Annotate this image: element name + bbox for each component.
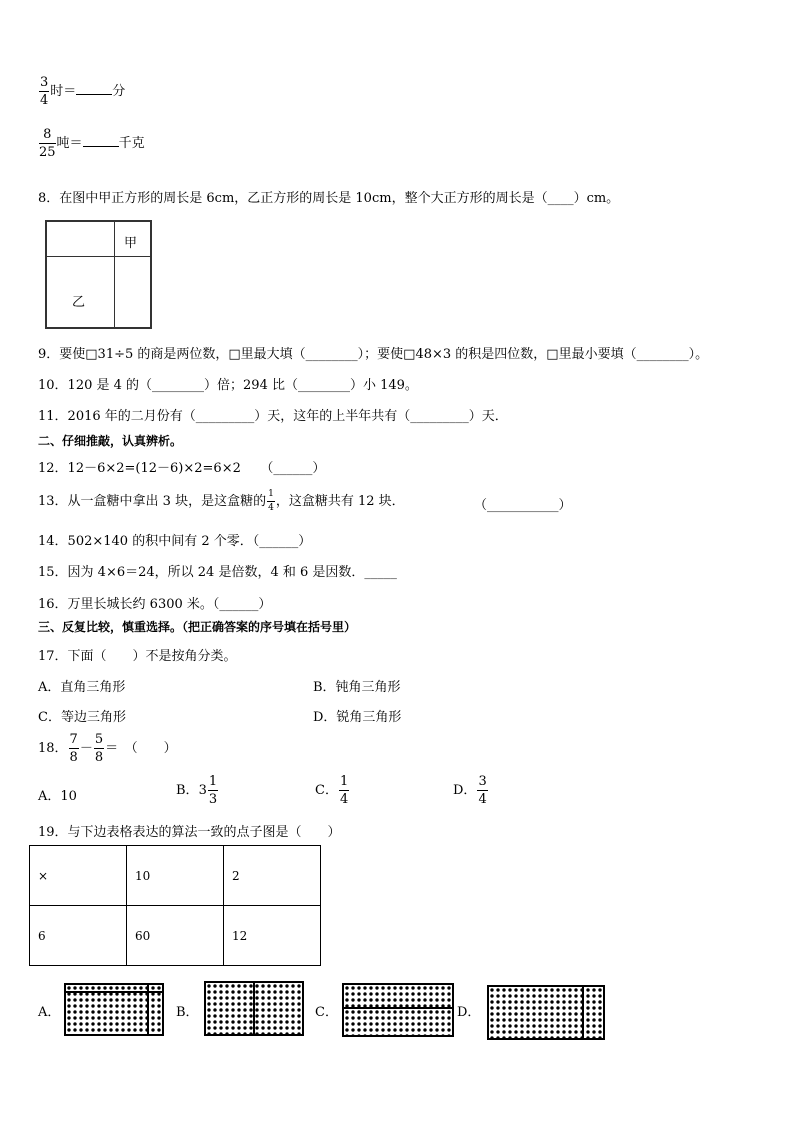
- table-cell: 2: [224, 846, 321, 906]
- table-row: [30, 906, 321, 966]
- divider-line: [253, 983, 255, 1034]
- q17-option-d[interactable]: D．锐角三角形: [313, 710, 402, 725]
- question-16: 16．万里长城长约 6300 米。（______）: [38, 597, 272, 612]
- divider-line: [114, 222, 115, 327]
- q17-option-c[interactable]: C．等边三角形: [38, 710, 126, 725]
- fraction: $\frac{3}{4}$: [478, 774, 487, 807]
- dot-grid-d[interactable]: [487, 985, 605, 1040]
- multiplication-table: [29, 845, 321, 966]
- fraction: $\frac{1}{3}$: [208, 774, 218, 807]
- fraction: $\frac{1}{4}$: [339, 774, 349, 807]
- table-cell: 10: [127, 846, 224, 906]
- divider-line: [582, 987, 584, 1038]
- fraction: $\frac{8}{25}$: [39, 127, 56, 160]
- label-yi: 乙: [72, 295, 86, 310]
- section-heading-3: 三、反复比较，慎重选择。（把正确答案的序号填在括号里）: [38, 620, 357, 634]
- question-18: 18． $\frac{7}{8}$ － $\frac{5}{8}$ ＝ （ ）: [38, 732, 177, 765]
- question-9: 9．要使□31÷5 的商是两位数，□里最大填（________）；要使□48×3 的积是四位数，□里最小要填（________）。: [38, 347, 709, 362]
- table-cell: 6: [30, 906, 127, 966]
- fraction: $\frac{5}{8}$: [94, 732, 104, 765]
- question-19: 19．与下边表格表达的算法一致的点子图是（ ）: [38, 825, 341, 840]
- q19-option-c-label[interactable]: C．: [315, 1005, 338, 1020]
- divider-line: [47, 256, 150, 257]
- q19-option-b-label[interactable]: B．: [176, 1005, 199, 1020]
- dot-grid-a[interactable]: [64, 983, 164, 1036]
- question-10: 10．120 是 4 的（________）倍；294 比（________）小 149。: [38, 378, 418, 393]
- divider-line: [344, 1007, 452, 1009]
- table-cell: 60: [127, 906, 224, 966]
- q18-option-c[interactable]: C． $\frac{1}{4}$: [315, 774, 349, 807]
- answer-blank[interactable]: [83, 146, 119, 147]
- question-17: 17．下面（ ）不是按角分类。: [38, 649, 237, 664]
- q13-answer-paren[interactable]: （___________）: [474, 498, 572, 513]
- q18-option-a[interactable]: A．10: [38, 789, 77, 804]
- table-cell: 12: [224, 906, 321, 966]
- q19-option-d-label[interactable]: D．: [457, 1005, 481, 1020]
- q18-option-d[interactable]: D． $\frac{3}{4}$: [453, 774, 487, 807]
- section-heading-2: 二、仔细推敲，认真辨析。: [38, 434, 183, 448]
- question-11: 11．2016 年的二月份有（_________）天，这年的上半年共有（_________）天．: [38, 409, 508, 424]
- fraction: $\frac{3}{4}$: [40, 75, 49, 108]
- q17-option-b[interactable]: B．钝角三角形: [313, 680, 401, 695]
- dot-grid-b[interactable]: [204, 981, 304, 1036]
- question-8: 8．在图中甲正方形的周长是 6cm，乙正方形的周长是 10cm，整个大正方形的周长是（____）cm。: [38, 191, 620, 206]
- q18-option-b[interactable]: B．3 $\frac{1}{3}$: [176, 774, 218, 807]
- conversion-hour: $\frac{3}{4}$ 时＝ 分: [40, 75, 126, 108]
- question-15: 15．因为 4×6＝24，所以 24 是倍数，4 和 6 是因数．_____: [38, 565, 397, 580]
- question-12: 12．12－6×2=(12－6)×2=6×2 （______）: [38, 461, 326, 476]
- q19-option-a-label[interactable]: A．: [38, 1005, 61, 1020]
- question-13: 13．从一盒糖中拿出 3 块，是这盒糖的 $\frac{1}{4}$ ，这盒糖共有 12 块．: [38, 489, 405, 513]
- fraction: $\frac{1}{4}$: [268, 489, 274, 513]
- conversion-ton: $\frac{8}{25}$ 吨＝ 千克: [39, 127, 145, 160]
- fraction: $\frac{7}{8}$: [69, 732, 78, 765]
- table-cell: ×: [30, 846, 127, 906]
- question-14: 14．502×140 的积中间有 2 个零．（______）: [38, 534, 312, 549]
- divider-line: [66, 991, 162, 993]
- table-row: [30, 846, 321, 906]
- answer-blank[interactable]: [76, 94, 112, 95]
- label-jia: 甲: [124, 236, 138, 251]
- dot-grid-c[interactable]: [342, 983, 454, 1037]
- q17-option-a[interactable]: A．直角三角形: [38, 680, 126, 695]
